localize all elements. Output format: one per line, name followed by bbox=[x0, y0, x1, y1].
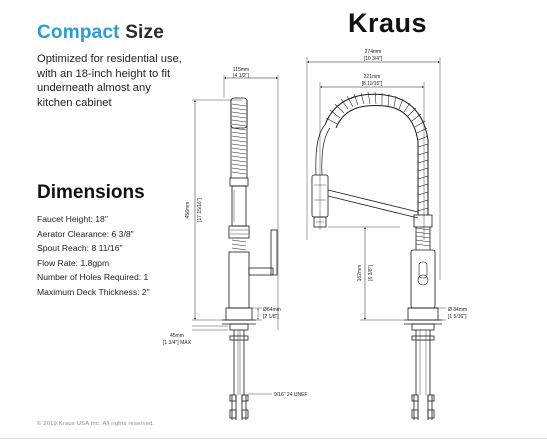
side-overall-mm: 274mm bbox=[364, 49, 382, 55]
title-accent: Compact bbox=[37, 22, 120, 43]
front-base-in: [2 1/8"] bbox=[263, 314, 279, 320]
front-width-in: [4 1/2"] bbox=[233, 73, 249, 79]
side-view bbox=[307, 57, 446, 420]
brand-logo: Kraus bbox=[348, 8, 428, 38]
intro-line: Optimized for residential use, bbox=[37, 53, 182, 65]
side-reach-mm: 221mm bbox=[363, 74, 381, 80]
side-clearance-in: [6 3/8"] bbox=[368, 265, 374, 281]
front-deck-in: [1 3/4"] MAX bbox=[163, 340, 191, 346]
front-height-in: [17 15/16"] bbox=[197, 197, 203, 223]
spec-flow-rate: Flow Rate: 1.8gpm bbox=[37, 257, 110, 268]
spec-spout-reach: Spout Reach: 8 11/16" bbox=[37, 243, 123, 253]
front-width-mm: 115mm bbox=[232, 67, 250, 73]
front-deck-mm: 45mm bbox=[170, 333, 184, 339]
side-hole-in: [1 5/16"] bbox=[448, 314, 467, 320]
front-height-mm: 456mm bbox=[185, 201, 191, 219]
spec-deck-thickness: Maximum Deck Thickness: 2" bbox=[37, 286, 150, 297]
spec-holes: Number of Holes Required: 1 bbox=[37, 272, 149, 282]
intro-line: underneath almost any bbox=[37, 82, 151, 95]
intro-line: kitchen cabinet bbox=[37, 96, 112, 109]
dimensions-heading: Dimensions bbox=[37, 182, 145, 203]
copyright-notice: © 2019 Kraus USA Inc. All rights reserved. bbox=[37, 421, 155, 427]
front-base-mm: Ø64mm bbox=[263, 307, 281, 313]
spec-aerator-clearance: Aerator Clearance: 6 3/8" bbox=[37, 228, 134, 239]
spec-faucet-height: Faucet Height: 18" bbox=[37, 214, 108, 224]
front-thread: 9/16" 24 UNEF bbox=[274, 392, 308, 398]
intro-line: with an 18-inch height to fit bbox=[37, 67, 171, 80]
front-coil bbox=[232, 104, 246, 174]
side-hole-mm: Ø 34mm bbox=[448, 307, 468, 313]
front-view bbox=[192, 75, 278, 420]
title-rest: Size bbox=[125, 22, 165, 43]
side-overall-in: [10 3/4"] bbox=[363, 56, 383, 62]
side-reach-in: [8 11/16"] bbox=[361, 81, 383, 87]
side-clearance-mm: 162mm bbox=[357, 264, 363, 282]
footer-divider bbox=[0, 438, 547, 439]
